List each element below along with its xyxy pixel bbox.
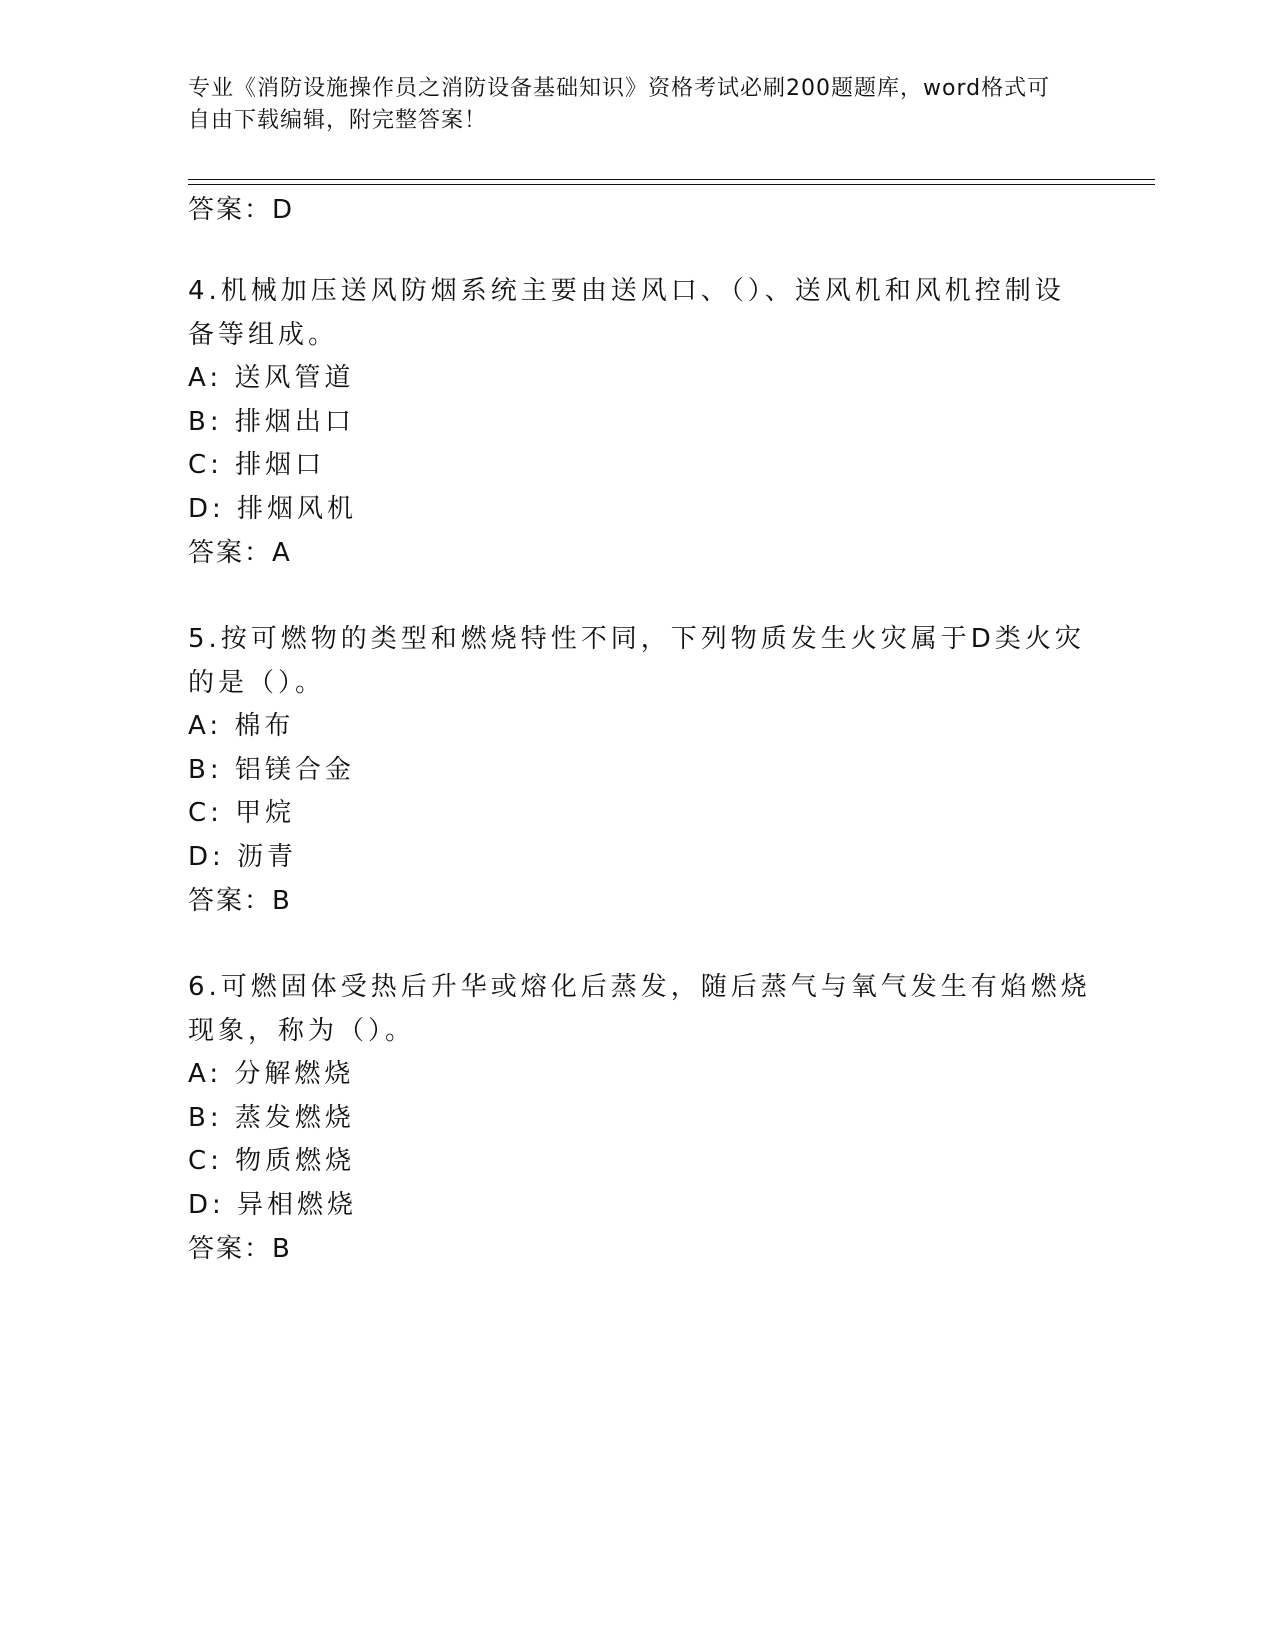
question-6-stem-line-1: 6.可燃固体受热后升华或熔化后蒸发，随后蒸气与氧气发生有焰燃烧 xyxy=(188,972,1091,1002)
question-6-answer: 答案：B xyxy=(188,1234,292,1264)
question-6-option-c: C: 物质燃烧 xyxy=(188,1146,356,1176)
question-5-stem-line-2: 的是（）。 xyxy=(188,668,326,698)
question-4-answer: 答案：A xyxy=(188,538,292,568)
header-divider xyxy=(188,179,1155,185)
question-5-option-d: D: 沥青 xyxy=(188,842,298,872)
question-4-option-d: D: 排烟风机 xyxy=(188,494,358,524)
previous-answer: 答案：D xyxy=(188,195,295,225)
question-5-option-c: C: 甲烷 xyxy=(188,798,296,828)
question-6-option-d: D: 异相燃烧 xyxy=(188,1190,358,1220)
question-4-stem-line-2: 备等组成。 xyxy=(188,320,339,350)
question-4-option-a: A: 送风管道 xyxy=(188,363,355,393)
question-6-stem-line-2: 现象，称为（）。 xyxy=(188,1016,416,1046)
question-5-answer: 答案：B xyxy=(188,886,292,916)
question-5-option-b: B: 铝镁合金 xyxy=(188,755,355,785)
question-5-stem-line-1: 5.按可燃物的类型和燃烧特性不同，下列物质发生火灾属于D类火灾 xyxy=(188,624,1085,654)
question-4-option-c: C: 排烟口 xyxy=(188,450,326,480)
question-4-stem-line-1: 4.机械加压送风防烟系统主要由送风口、（）、送风机和风机控制设 xyxy=(188,276,1065,306)
question-4-option-b: B: 排烟出口 xyxy=(188,407,355,437)
question-6-option-a: A: 分解燃烧 xyxy=(188,1059,355,1089)
question-6-option-b: B: 蒸发燃烧 xyxy=(188,1103,355,1133)
document-header: 专业《消防设施操作员之消防设备基础知识》资格考试必刷200题题库，word格式可自由下载编辑，附完整答案！ xyxy=(188,76,1051,133)
question-5-option-a: A: 棉布 xyxy=(188,711,295,741)
